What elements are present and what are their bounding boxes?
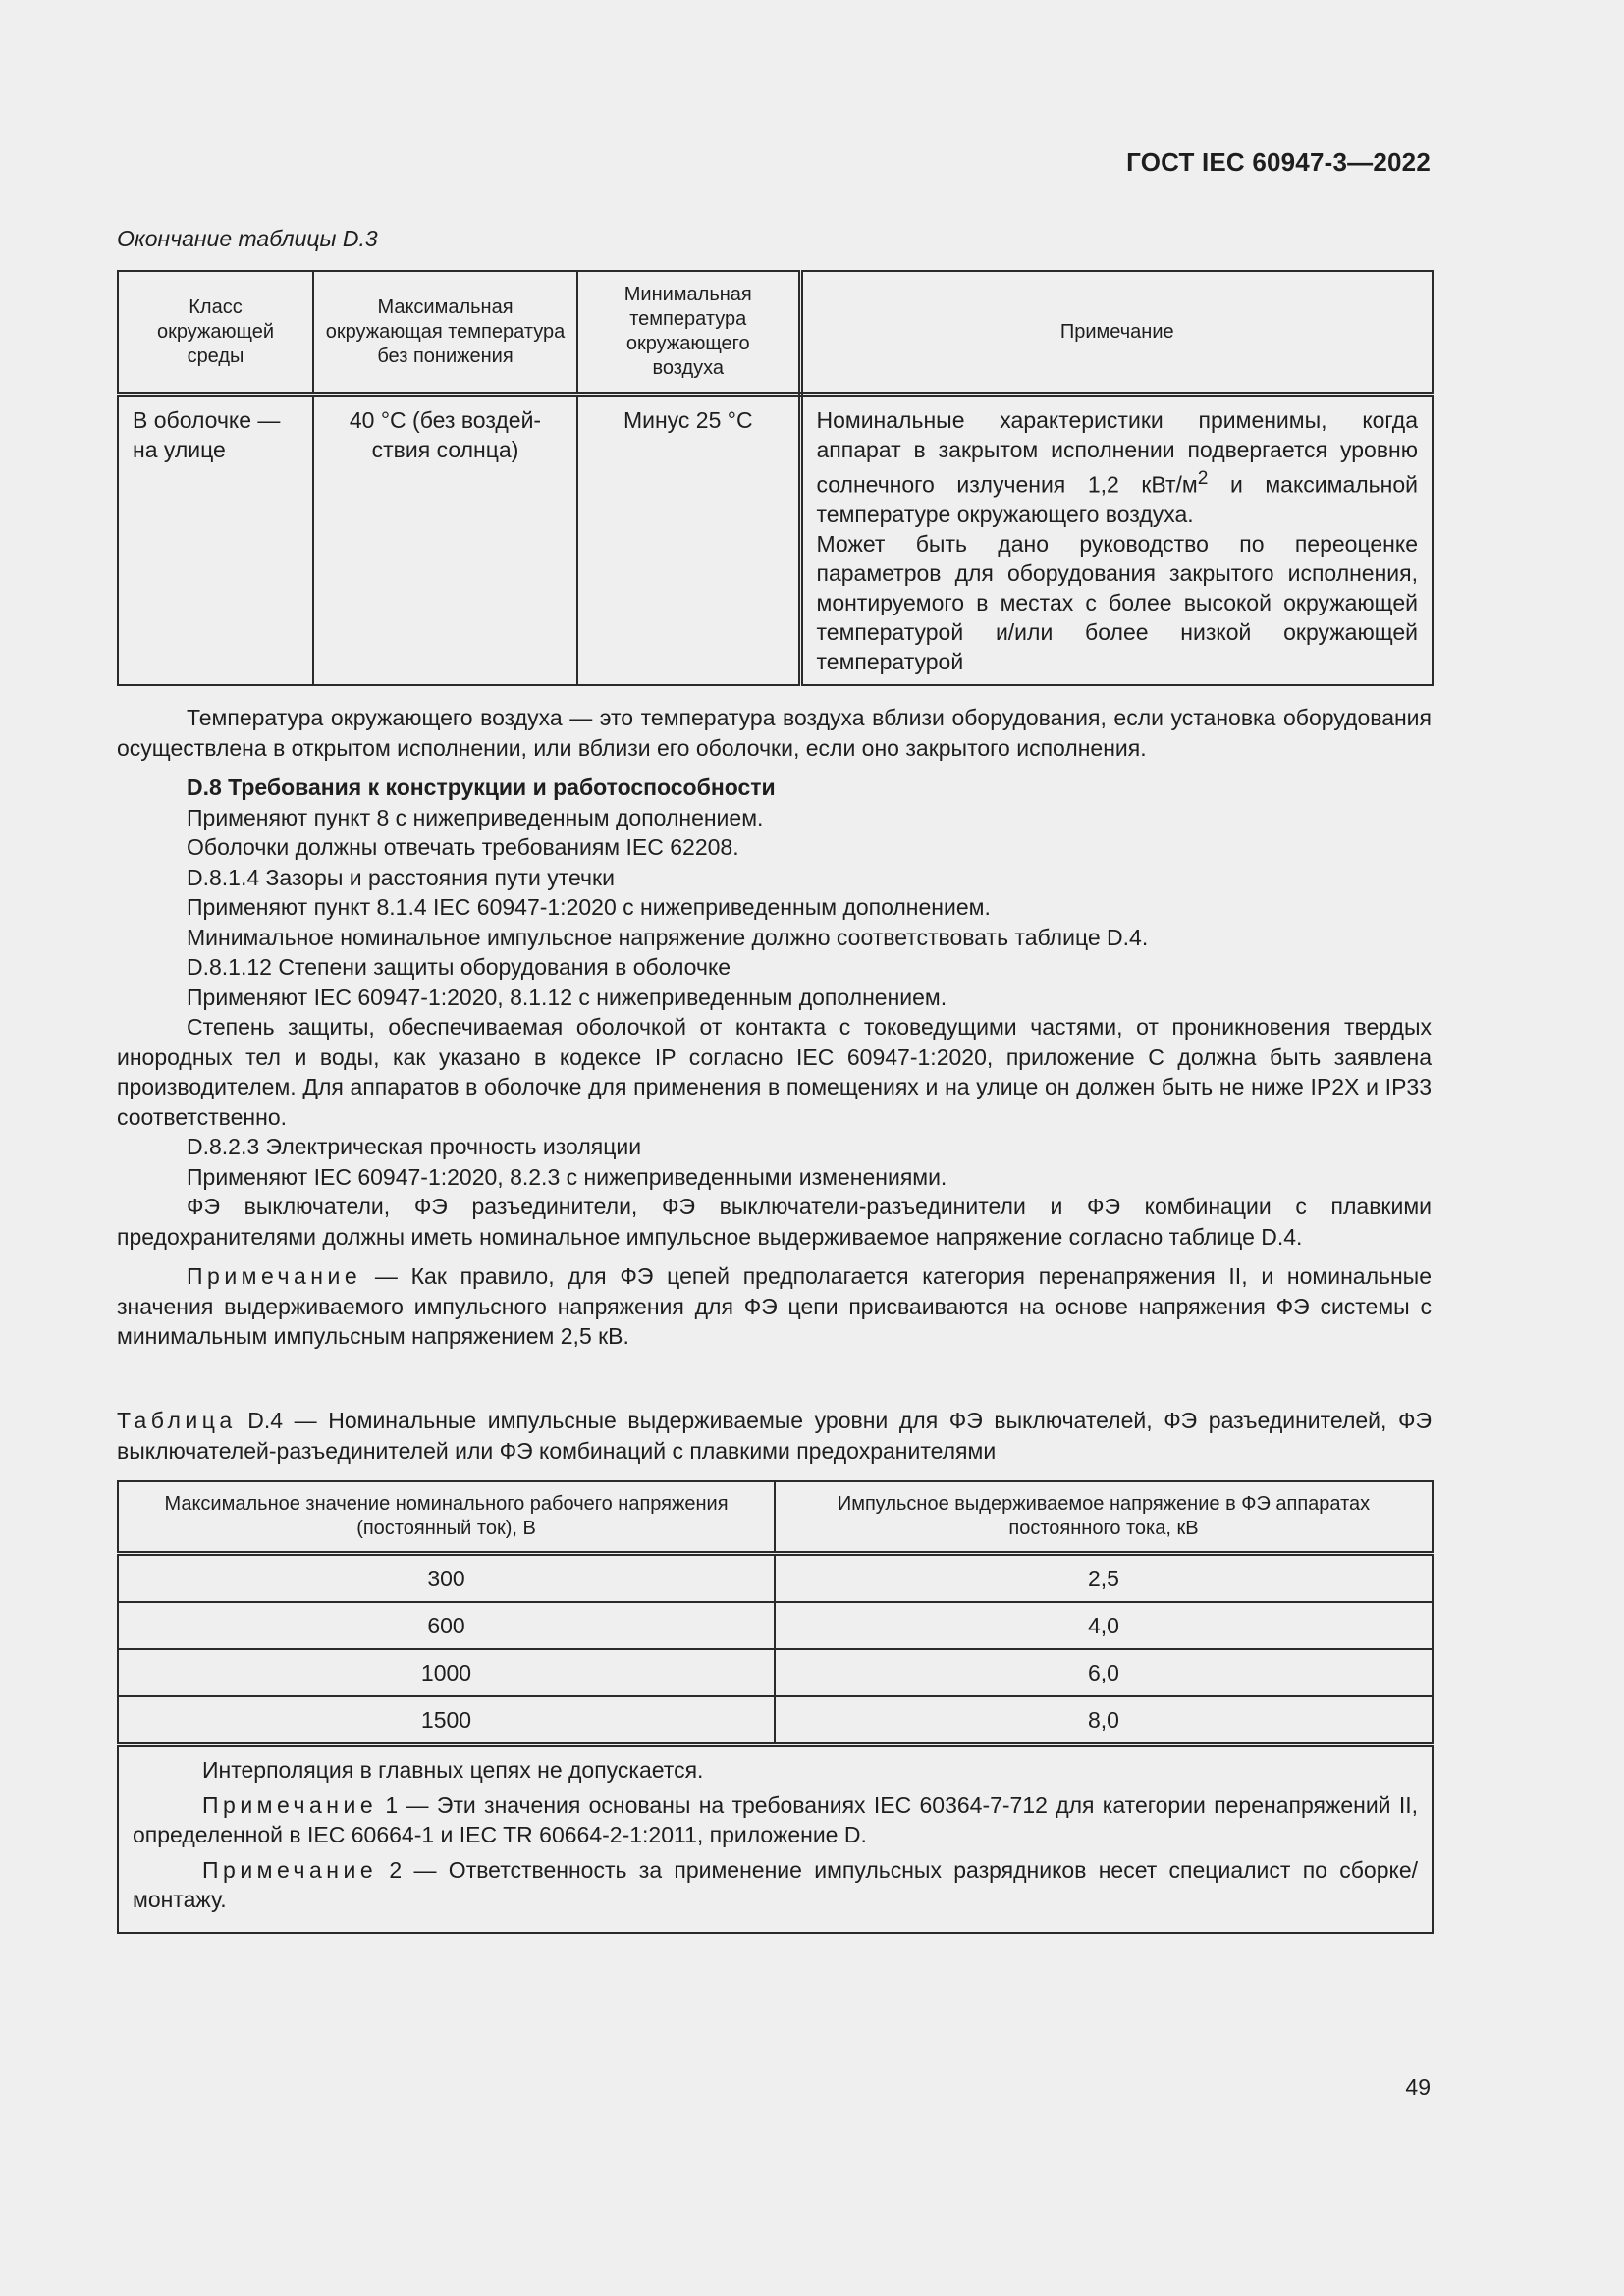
note-text: — Как правило, для ФЭ цепей предполагается категория перенапряжения II, и номинальные значения выдерживаемого импульсного напряжения для ФЭ цепи присваиваются на основе напряжения ФЭ системы с минимальным импульсным напряжением 2,5 кВ. xyxy=(117,1263,1432,1349)
table-d3-header-note: Примечание xyxy=(800,271,1433,395)
table-d4-header-voltage: Максимальное значение номинального рабочего напряжения (постоянный ток), В xyxy=(118,1481,775,1554)
table-d3-header-class: Класс окружающей среды xyxy=(118,271,313,395)
note-label: Примечание xyxy=(202,1791,378,1818)
table-d4 xyxy=(117,1480,1434,1934)
note-label: Примечание xyxy=(202,1856,378,1883)
note-text: и максимальной температуре окружающего воздуха. xyxy=(816,471,1418,527)
table-d3-cell-note xyxy=(800,395,1433,685)
table-row xyxy=(118,1554,1433,1603)
table-d3-note-para-1 xyxy=(817,405,1419,529)
page-number: 49 xyxy=(1405,2074,1431,2100)
paragraph: Оболочки должны отвечать требованиям IEC 62208. xyxy=(187,834,739,860)
table-cell: 300 xyxy=(118,1554,775,1603)
document-header: ГОСТ IEC 60947-3—2022 xyxy=(1126,147,1431,177)
paragraph: Применяют IEC 60947-1:2020, 8.1.12 с нижеприведенным дополнением. xyxy=(187,984,947,1010)
table-cell: 4,0 xyxy=(775,1602,1433,1649)
table-row xyxy=(118,1696,1433,1745)
table-d3 xyxy=(117,270,1434,686)
subsection-heading: D.8.1.12 Степени защиты оборудования в оболочке xyxy=(187,954,731,980)
table-cell: 6,0 xyxy=(775,1649,1433,1696)
paragraph: Температура окружающего воздуха — это температура воздуха вблизи оборудования, если установка оборудования осуществлена в открытом исполнении, или вблизи его оболочки, если оно закрытого исполнения. xyxy=(117,705,1432,761)
table-d3-cell-min-temp: Минус 25 °С xyxy=(577,395,800,685)
paragraph: Применяют IEC 60947-1:2020, 8.2.3 с нижеприведенными изменениями. xyxy=(187,1163,947,1190)
paragraph: Применяют пункт 8.1.4 IEC 60947-1:2020 с нижеприведенным дополнением. xyxy=(187,894,991,920)
body-text xyxy=(117,703,1432,1352)
note-text: Номинальные характеристики применимы, когда аппарат в закрытом исполнении подвергается уровню солнечного излучения 1,2 кВт/м xyxy=(816,407,1418,498)
table-d3-cell-max-temp: 40 °С (без воздей-ствия солнца) xyxy=(313,395,577,685)
table-row xyxy=(118,1649,1433,1696)
table-row xyxy=(118,395,1433,685)
table-row xyxy=(118,1602,1433,1649)
note-paragraph xyxy=(117,1261,1432,1352)
table-d3-header-min-temp: Минимальная температура окружающего воздуха xyxy=(577,271,800,395)
table-d3-caption: Окончание таблицы D.3 xyxy=(117,226,378,251)
table-title: D.4 — Номинальные импульсные выдерживаемые уровни для ФЭ выключателей, ФЭ разъединителей, ФЭ выключателей-разъединителей или ФЭ комбинаций с плавкими предохранителями xyxy=(117,1408,1432,1464)
note-label: Примечание xyxy=(187,1263,362,1289)
footer-text: Интерполяция в главных цепях не допускается. xyxy=(202,1757,704,1783)
paragraph: Минимальное номинальное импульсное напряжение должно соответствовать таблице D.4. xyxy=(187,924,1149,950)
table-note-1 xyxy=(133,1790,1418,1850)
subsection-heading: D.8.1.4 Зазоры и расстояния пути утечки xyxy=(187,864,615,890)
note-text: 2 — Ответственность за применение импульсных разрядников несет специалист по сборке/монтажу. xyxy=(133,1856,1418,1912)
table-label: Таблица xyxy=(117,1408,237,1433)
table-cell: 1500 xyxy=(118,1696,775,1745)
table-d3-header-max-temp: Максимальная окружающая температура без понижения xyxy=(313,271,577,395)
note-superscript: 2 xyxy=(1197,468,1209,489)
paragraph: ФЭ выключатели, ФЭ разъединители, ФЭ выключатели-разъединители и ФЭ комбинации с плавкими предохранителями должны иметь номинальное импульсное выдерживаемое напряжение согласно таблице D.4. xyxy=(117,1194,1432,1250)
table-footer-row xyxy=(118,1745,1433,1933)
table-d4-header-impulse: Импульсное выдерживаемое напряжение в ФЭ аппаратах постоянного тока, кВ xyxy=(775,1481,1433,1554)
table-d3-note-para-2: Может быть дано руководство по переоценке параметров для оборудования закрытого исполнения, монтируемого в местах с более высокой окружающей температурой и/или более низкой окружающей температурой xyxy=(816,530,1418,674)
table-d3-cell-class: В оболочке — на улице xyxy=(118,395,313,685)
paragraph: Применяют пункт 8 с нижеприведенным дополнением. xyxy=(187,804,764,830)
section-heading: D.8 Требования к конструкции и работоспособности xyxy=(187,774,776,800)
note-text: 1 — Эти значения основаны на требованиях IEC 60364-7-712 для категории перенапряжений II, определенной в IEC 60664-1 и IEC TR 60664-2-1:2011, приложение D. xyxy=(133,1791,1418,1847)
table-d4-notes xyxy=(118,1745,1433,1933)
paragraph: Степень защиты, обеспечиваемая оболочкой от контакта с токоведущими частями, от проникновения твердых инородных тел и воды, как указано в кодексе IP согласно IEC 60947-1:2020, приложение С должна быть заявлена производителем. Для аппаратов в оболочке для применения в помещениях и на улице он должен быть не ниже IP2X и IP33 соответственно. xyxy=(117,1014,1432,1130)
table-cell: 1000 xyxy=(118,1649,775,1696)
table-cell: 2,5 xyxy=(775,1554,1433,1603)
table-d4-caption xyxy=(117,1406,1432,1466)
subsection-heading: D.8.2.3 Электрическая прочность изоляции xyxy=(187,1134,642,1159)
table-note-2 xyxy=(133,1855,1418,1915)
table-cell: 600 xyxy=(118,1602,775,1649)
table-cell: 8,0 xyxy=(775,1696,1433,1745)
